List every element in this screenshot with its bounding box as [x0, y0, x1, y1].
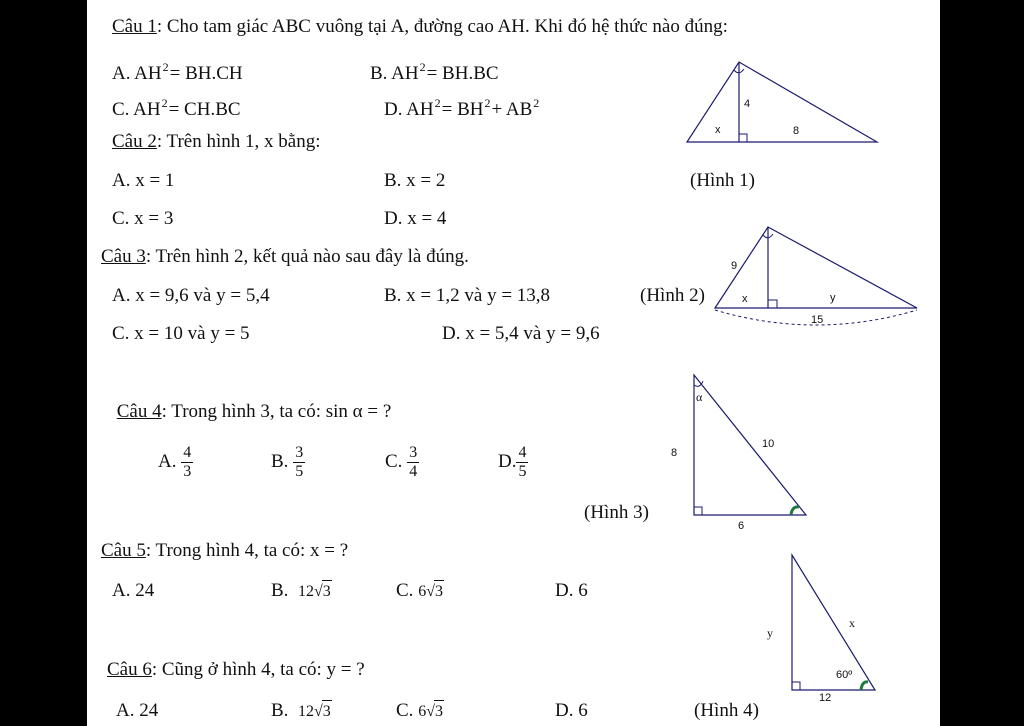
q1-d-sup3: 2	[533, 96, 540, 110]
caption-hinh-2: (Hình 2)	[640, 285, 705, 306]
q1-d-sup1: 2	[434, 96, 441, 110]
fig3-base-angle-mark	[791, 507, 799, 515]
q1-option-a	[112, 56, 243, 85]
q6-option-d: D. 6	[555, 700, 588, 721]
q5-option-b: B. 12√3	[271, 580, 331, 601]
q5-option-c: C. 6√3	[396, 580, 443, 601]
q1-option-c	[112, 92, 241, 121]
q1-b-prefix: B. AH	[370, 63, 419, 84]
q4-b-fraction	[293, 444, 305, 481]
q4-c-letter: C.	[385, 450, 403, 472]
q4-option-d	[498, 444, 528, 481]
q3-label: Câu 3	[101, 246, 146, 267]
fig1-right-angle-mark	[739, 134, 747, 142]
q4-a-num: 4	[183, 444, 192, 461]
q3-option-a: A. x = 9,6 và y = 5,4	[112, 285, 270, 306]
q5-label: Câu 5	[101, 540, 146, 561]
q1-b-sup: 2	[419, 60, 426, 74]
q2-option-b: B. x = 2	[384, 170, 446, 191]
fig4-base-angle-mark	[861, 682, 868, 690]
fig1-base-label: 8	[793, 125, 800, 137]
q1-stem	[112, 16, 728, 38]
fig4-x-label: x	[849, 616, 855, 630]
q3-option-c: C. x = 10 và y = 5	[112, 323, 250, 344]
caption-hinh-3: (Hình 3)	[584, 502, 649, 523]
q2-label: Câu 2	[112, 131, 157, 152]
q4-b-den: 5	[295, 463, 304, 480]
fig3-hyp-label: 10	[762, 438, 775, 450]
fig4-right-angle-mark	[792, 682, 800, 690]
figure-3-triangle	[667, 370, 817, 535]
q3-option-b: B. x = 1,2 và y = 13,8	[384, 285, 551, 306]
q4-option-b	[271, 444, 305, 481]
q1-d-sup2: 2	[484, 96, 491, 110]
q4-d-fraction	[516, 444, 528, 481]
q1-a-rest: = BH.CH	[169, 63, 243, 84]
fig3-alpha-label: α	[696, 390, 703, 404]
q2-option-a: A. x = 1	[112, 170, 175, 191]
fig3-triangle-outline	[694, 375, 806, 515]
q1-d-mid: = BH	[441, 99, 484, 120]
fig3-vertical-label: 8	[671, 447, 678, 459]
q4-label: Câu 4	[116, 401, 162, 422]
fig4-angle-label: 60º	[836, 669, 853, 681]
q4-a-den: 3	[183, 463, 192, 480]
q4-c-den: 4	[409, 463, 418, 480]
q4-b-num: 3	[295, 444, 304, 461]
fig4-triangle-outline	[792, 555, 875, 690]
figure-1-triangle	[682, 55, 882, 150]
fig2-x-label: x	[742, 293, 748, 305]
q1-label: Câu 1	[112, 16, 157, 37]
q1-a-prefix: A. AH	[112, 63, 162, 84]
q6-option-a: A. 24	[116, 700, 159, 721]
q3-option-d: D. x = 5,4 và y = 9,6	[442, 323, 600, 344]
fig1-x-label: x	[715, 124, 721, 136]
q5-c-rad: 3	[434, 580, 444, 603]
q1-c-sup: 2	[161, 96, 168, 110]
fig3-base-label: 6	[738, 520, 745, 532]
q4-c-fraction	[407, 444, 419, 481]
q4-c-num: 3	[409, 444, 418, 461]
q5-option-a: A. 24	[112, 580, 155, 601]
q4-text: : Trong hình 3, ta có: sin α = ?	[161, 401, 392, 422]
q1-b-rest: = BH.BC	[426, 63, 499, 84]
q2-option-d: D. x = 4	[384, 208, 447, 229]
q6-text: : Cũng ở hình 4, ta có: y = ?	[151, 659, 365, 680]
q5-c-letter: C.	[396, 580, 414, 601]
q1-option-b	[370, 56, 499, 85]
q6-option-c: C. 6√3	[396, 700, 443, 721]
fig3-right-angle-mark	[694, 507, 702, 515]
q6-label: Câu 6	[107, 659, 152, 680]
q6-c-letter: C.	[396, 700, 414, 721]
fig1-height-label: 4	[744, 98, 751, 110]
q1-d-mid2: + AB	[491, 99, 533, 120]
q6-stem	[107, 659, 365, 681]
q6-b-rad: 3	[322, 700, 332, 723]
fig2-y-label: y	[830, 292, 836, 304]
fig2-right-angle-mark	[768, 300, 777, 308]
q4-b-letter: B.	[271, 450, 289, 472]
q4-stem	[112, 401, 391, 423]
q2-option-c: C. x = 3	[112, 208, 174, 229]
q6-option-b: B. 12√3	[271, 700, 331, 721]
q5-b-coef: 12	[297, 583, 314, 600]
q4-d-den: 5	[518, 463, 527, 480]
q1-a-sup: 2	[162, 60, 169, 74]
q6-c-coef: 6	[418, 703, 427, 720]
q6-b-coef: 12	[297, 703, 314, 720]
fig3-alpha-arc	[694, 381, 703, 386]
q1-option-d	[384, 92, 540, 121]
q4-option-c	[385, 444, 419, 481]
q5-option-d: D. 6	[555, 580, 588, 601]
q5-b-letter: B.	[271, 580, 289, 601]
q5-text: : Trong hình 4, ta có: x = ?	[145, 540, 349, 561]
q2-text: : Trên hình 1, x bằng:	[156, 131, 321, 152]
figure-2-triangle	[707, 220, 922, 330]
q6-c-rad: 3	[434, 700, 444, 723]
fig4-base-label: 12	[819, 692, 832, 704]
q4-a-fraction	[181, 444, 193, 481]
q4-d-letter: D.	[498, 450, 517, 472]
q1-text: : Cho tam giác ABC vuông tại A, đường cao AH. Khi đó hệ thức nào đúng:	[156, 16, 728, 37]
q5-c-coef: 6	[418, 583, 427, 600]
caption-hinh-4: (Hình 4)	[694, 700, 759, 721]
fig4-y-label: y	[767, 626, 773, 640]
figure-4-triangle	[757, 550, 907, 710]
worksheet-page	[87, 0, 940, 726]
q4-option-a	[158, 444, 193, 481]
q5-b-rad: 3	[322, 580, 332, 603]
q6-b-letter: B.	[271, 700, 289, 721]
q1-c-rest: = CH.BC	[168, 99, 241, 120]
q2-stem	[112, 131, 320, 153]
caption-hinh-1: (Hình 1)	[690, 170, 755, 191]
q4-a-letter: A.	[158, 450, 177, 472]
q5-stem	[101, 540, 348, 562]
q1-c-prefix: C. AH	[112, 99, 161, 120]
q1-d-prefix: D. AH	[384, 99, 434, 120]
q3-stem	[101, 246, 469, 268]
fig2-side-label: 9	[731, 260, 738, 272]
q3-text: : Trên hình 2, kết quả nào sau đây là đúng.	[145, 246, 469, 267]
fig2-hyp-label: 15	[811, 314, 824, 326]
q4-d-num: 4	[518, 444, 527, 461]
